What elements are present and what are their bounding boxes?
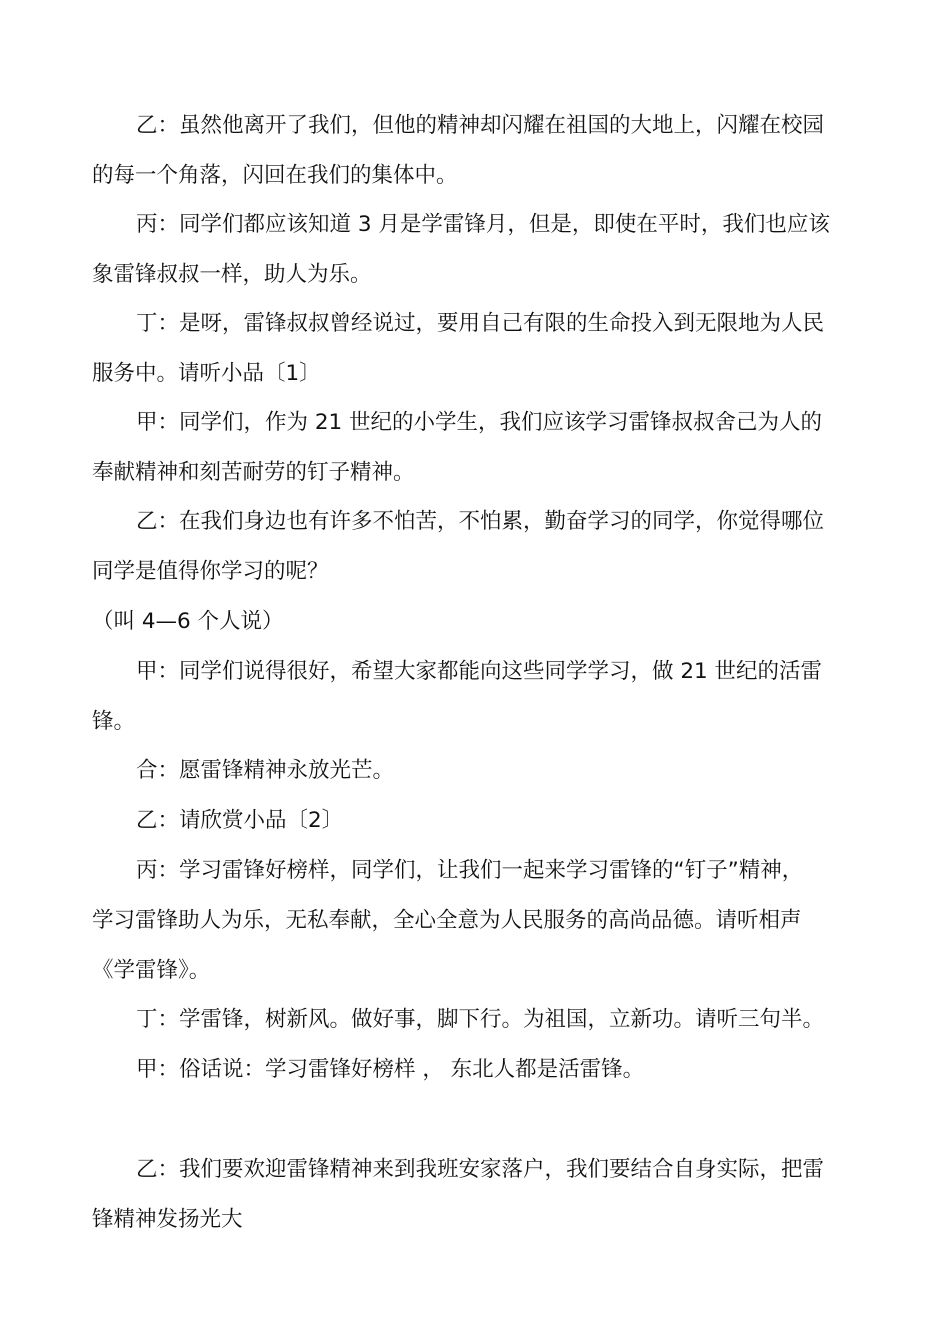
dialogue-paragraph-bing-2 [92, 846, 862, 996]
paragraph-line: 锋精神发扬光大 [92, 1207, 243, 1232]
paragraph-line: 服务中。请听小品〔1〕 [92, 361, 321, 386]
dialogue-paragraph-yi-2 [92, 497, 862, 597]
dialogue-paragraph-jia-1 [92, 398, 862, 498]
paragraph-line: 的每一个角落，闪回在我们的集体中。 [92, 163, 458, 188]
paragraph-line: 《学雷锋》。 [92, 958, 211, 983]
paragraph-line: 学习雷锋助人为乐，无私奉献，全心全意为人民服务的高尚品德。请听相声 [92, 908, 802, 933]
paragraph-line: 同学是值得你学习的呢？ [92, 559, 329, 584]
stage-direction [92, 597, 862, 647]
dialogue-paragraph-yi-3 [92, 796, 862, 846]
paragraph-line: 丁：是呀，雷锋叔叔曾经说过，要用自己有限的生命投入到无限地为人民 [136, 311, 825, 336]
dialogue-paragraph-yi-4 [92, 1145, 862, 1245]
paragraph-line: 合：愿雷锋精神永放光芒。 [136, 758, 395, 783]
paragraph-line: （叫 4—6 个人说） [92, 609, 284, 634]
paragraph-line: 锋。 [92, 709, 136, 734]
dialogue-paragraph-ding-1 [92, 299, 862, 399]
dialogue-paragraph-bing-1 [92, 200, 862, 300]
paragraph-line: 丙：学习雷锋好榜样，同学们，让我们一起来学习雷锋的“钉子”精神， [136, 858, 804, 883]
dialogue-paragraph-yi-1 [92, 101, 862, 201]
paragraph-line: 丙：同学们都应该知道 3 月是学雷锋月，但是，即使在平时，我们也应该 [136, 212, 830, 237]
paragraph-line: 丁：学雷锋，树新风。做好事，脚下行。为祖国，立新功。请听三句半。 [136, 1007, 825, 1032]
paragraph-line: 乙：在我们身边也有许多不怕苦，不怕累，勤奋学习的同学，你觉得哪位 [136, 509, 825, 534]
paragraph-line: 乙：虽然他离开了我们，但他的精神却闪耀在祖国的大地上，闪耀在校园 [136, 113, 825, 138]
paragraph-line: 乙：请欣赏小品〔2〕 [136, 808, 344, 833]
paragraph-line: 甲：俗话说：学习雷锋好榜样 ， 东北人都是活雷锋。 [136, 1057, 645, 1082]
paragraph-line: 乙：我们要欢迎雷锋精神来到我班安家落户，我们要结合自身实际，把雷 [136, 1157, 825, 1182]
paragraph-line: 甲：同学们，作为 21 世纪的小学生，我们应该学习雷锋叔叔舍己为人的 [136, 410, 823, 435]
paragraph-line: 甲：同学们说得很好，希望大家都能向这些同学学习，做 21 世纪的活雷 [136, 659, 823, 684]
paragraph-line: 奉献精神和刻苦耐劳的钉子精神。 [92, 460, 415, 485]
dialogue-paragraph-he [92, 746, 862, 796]
dialogue-paragraph-jia-2 [92, 647, 862, 747]
dialogue-paragraph-jia-3 [92, 1045, 862, 1095]
dialogue-paragraph-ding-2 [92, 995, 862, 1045]
paragraph-line: 象雷锋叔叔一样，助人为乐。 [92, 262, 372, 287]
